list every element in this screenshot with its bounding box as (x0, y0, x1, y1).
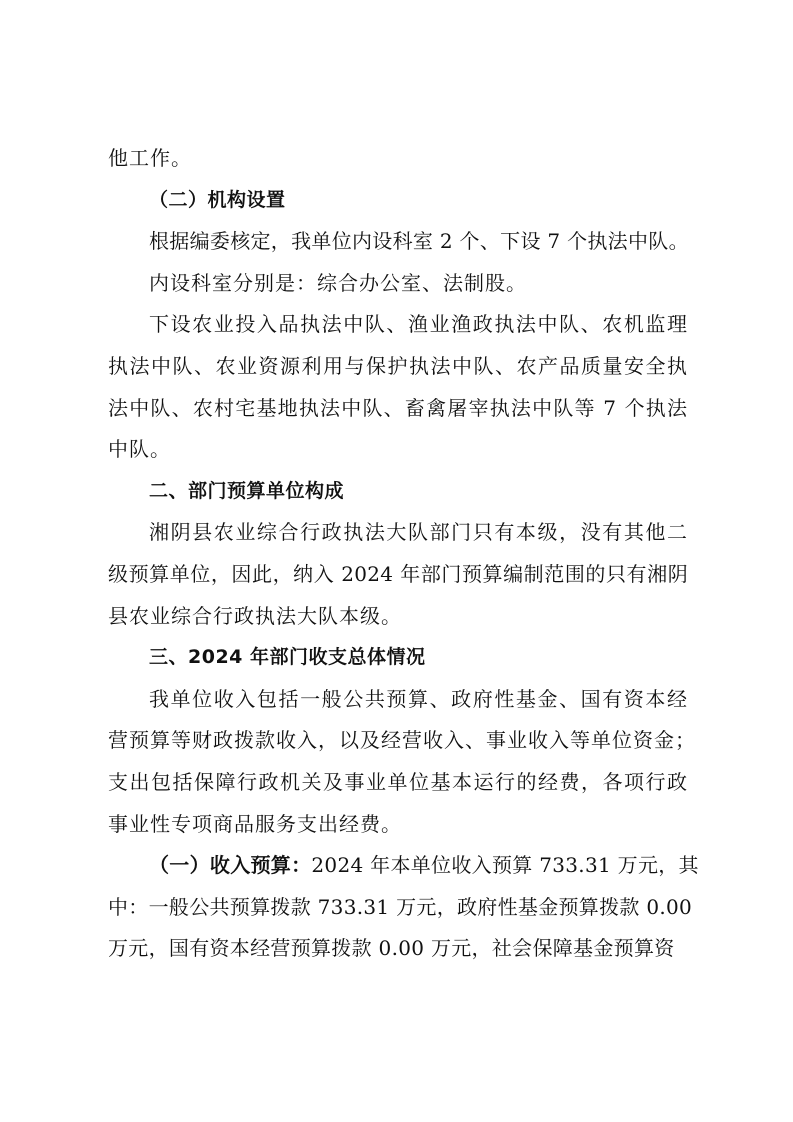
section-heading-institution-setup: （二）机构设置 (149, 188, 286, 211)
paragraph-line: 中：一般公共预算拨款 733.31 万元，政府性基金预算拨款 0.00 (108, 894, 693, 919)
paragraph-line: 根据编委核定，我单位内设科室 2 个、下设 7 个执法中队。 (149, 229, 689, 254)
paragraph-line: 执法中队、农业资源利用与保护执法中队、农产品质量安全执 (108, 353, 688, 378)
paragraph-line: 级预算单位，因此，纳入 2024 年部门预算编制范围的只有湘阴 (108, 561, 688, 586)
revenue-budget-text: 2024 年本单位收入预算 733.31 万元，其 (311, 853, 699, 878)
paragraph-line: 支出包括保障行政机关及事业单位基本运行的经费，各项行政 (108, 769, 688, 794)
paragraph-line: 事业性专项商品服务支出经费。 (108, 811, 402, 836)
subheading-revenue-budget: （一）收入预算： (149, 853, 312, 878)
paragraph-line: 内设科室分别是：综合办公室、法制股。 (149, 270, 527, 295)
paragraph-line: 营预算等财政拨款收入，以及经营收入、事业收入等单位资金； (108, 728, 696, 753)
paragraph-line: 中队。 (108, 437, 171, 462)
paragraph-line-revenue-budget (108, 845, 699, 887)
section-heading-overall-revenue-expenditure: 三、2024 年部门收支总体情况 (149, 646, 426, 669)
paragraph-line: 他工作。 (108, 146, 192, 170)
paragraph-line: 万元，国有资本经营预算拨款 0.00 万元，社会保障基金预算资 (108, 936, 675, 961)
section-heading-budget-units: 二、部门预算单位构成 (149, 479, 345, 502)
paragraph-line: 县农业综合行政执法大队本级。 (108, 603, 402, 628)
paragraph-line: 下设农业投入品执法中队、渔业渔政执法中队、农机监理 (149, 312, 688, 337)
paragraph-line: 法中队、农村宅基地执法中队、畜禽屠宰执法中队等 7 个执法 (108, 395, 688, 420)
paragraph-line: 湘阴县农业综合行政执法大队部门只有本级，没有其他二 (149, 520, 688, 545)
paragraph-line: 我单位收入包括一般公共预算、政府性基金、国有资本经 (149, 686, 688, 711)
document-page (108, 138, 699, 970)
